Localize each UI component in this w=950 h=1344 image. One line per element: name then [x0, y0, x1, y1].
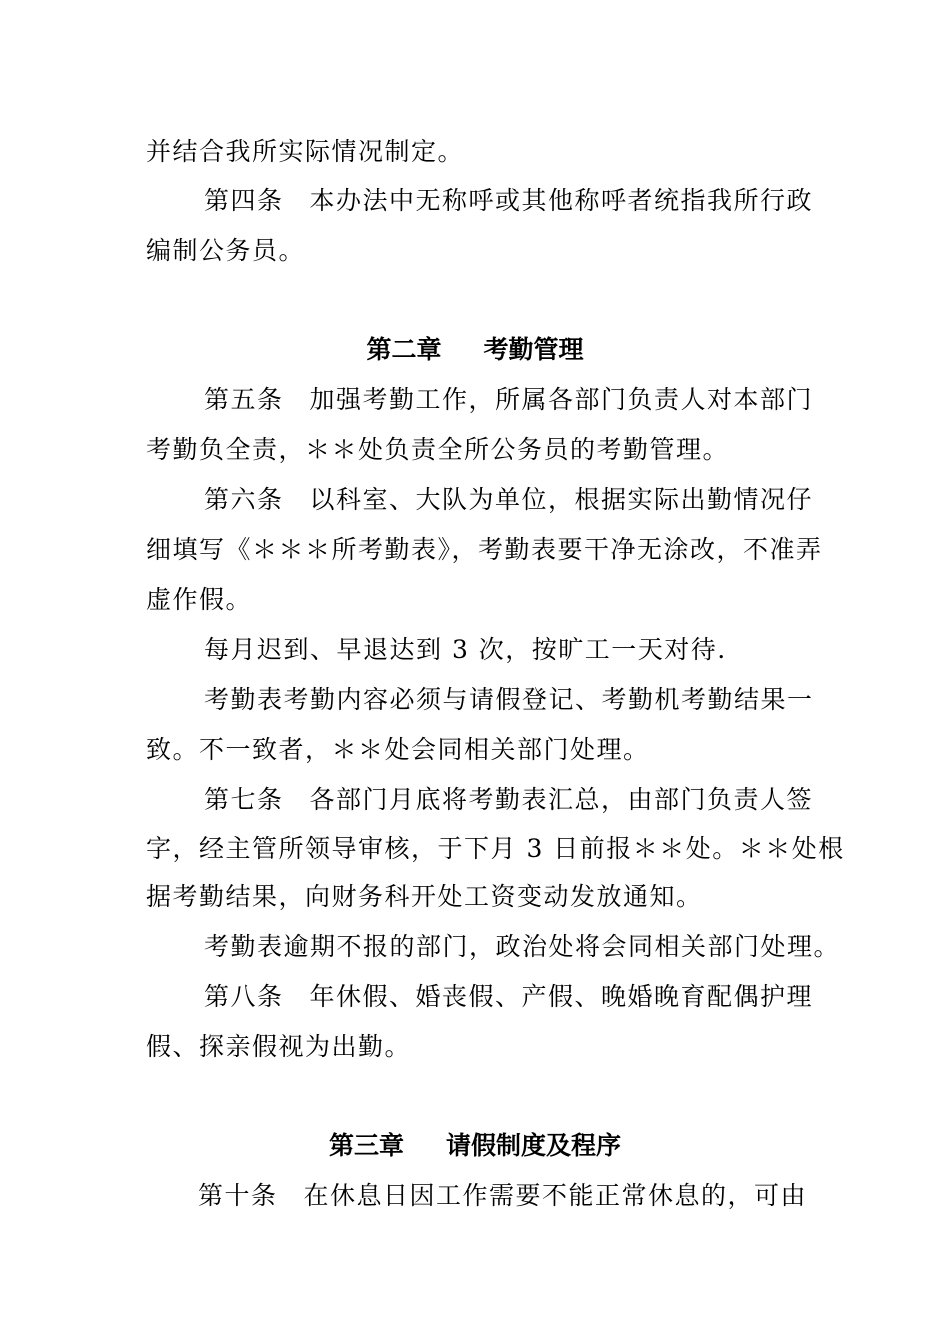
line-text: 每月迟到、早退达到 3 次，按旷工一天对待.	[204, 635, 727, 664]
chapter-title: 考勤管理	[483, 335, 584, 364]
paragraph-line	[204, 634, 806, 666]
paragraph-line	[146, 734, 806, 766]
line-text: 细填写《＊＊＊所考勤表》，考勤表要干净无涂改，不准弄	[146, 535, 823, 564]
chapter-number: 第三章	[328, 1131, 404, 1160]
chapter-title: 请假制度及程序	[446, 1131, 622, 1160]
line-text: 考勤表逾期不报的部门，政治处将会同相关部门处理。	[204, 932, 841, 961]
paragraph-line	[146, 881, 806, 913]
paragraph-line	[204, 931, 841, 963]
paragraph-line	[146, 434, 806, 466]
paragraph-line	[146, 136, 806, 168]
paragraph-line	[204, 684, 814, 716]
line-text: 考勤表考勤内容必须与请假登记、考勤机考勤结果一	[204, 685, 814, 714]
article-number: 第十条	[198, 1181, 278, 1210]
line-text: 并结合我所实际情况制定。	[146, 137, 465, 166]
chapter-2-heading	[0, 334, 950, 366]
article-number: 第七条	[204, 785, 284, 814]
paragraph-line	[146, 584, 806, 616]
line-text: 以科室、大队为单位，根据实际出勤情况仔	[309, 485, 814, 514]
chapter-3-heading	[0, 1130, 950, 1162]
paragraph-line	[146, 1031, 806, 1063]
article-number: 第四条	[204, 186, 284, 215]
article-number: 第六条	[204, 485, 284, 514]
chapter-number: 第二章	[366, 335, 442, 364]
article-number: 第八条	[204, 982, 284, 1011]
line-text: 本办法中无称呼或其他称呼者统指我所行政	[309, 186, 814, 215]
line-text: 假、探亲假视为出勤。	[146, 1032, 412, 1061]
paragraph-line	[146, 833, 845, 865]
line-text: 致。不一致者，＊＊处会同相关部门处理。	[146, 735, 650, 764]
article-6-line	[204, 484, 814, 516]
line-text: 编制公务员。	[146, 236, 306, 265]
article-4-line	[204, 185, 814, 217]
article-10-line	[198, 1180, 806, 1212]
line-text: 加强考勤工作，所属各部门负责人对本部门	[309, 385, 814, 414]
line-text: 年休假、婚丧假、产假、晚婚晚育配偶护理	[309, 982, 814, 1011]
article-8-line	[204, 981, 814, 1013]
line-text: 字，经主管所领导审核，于下月 3 日前报＊＊处。＊＊处根	[146, 834, 845, 863]
article-number: 第五条	[204, 385, 284, 414]
article-7-line	[204, 784, 814, 816]
line-text: 据考勤结果，向财务科开处工资变动发放通知。	[146, 882, 703, 911]
article-5-line	[204, 384, 814, 416]
line-text: 考勤负全责，＊＊处负责全所公务员的考勤管理。	[146, 435, 730, 464]
line-text: 各部门月底将考勤表汇总，由部门负责人签	[309, 785, 814, 814]
paragraph-line	[146, 235, 806, 267]
line-text: 在休息日因工作需要不能正常休息的，可由	[303, 1181, 808, 1210]
paragraph-line	[146, 534, 823, 566]
line-text: 虚作假。	[146, 585, 253, 614]
